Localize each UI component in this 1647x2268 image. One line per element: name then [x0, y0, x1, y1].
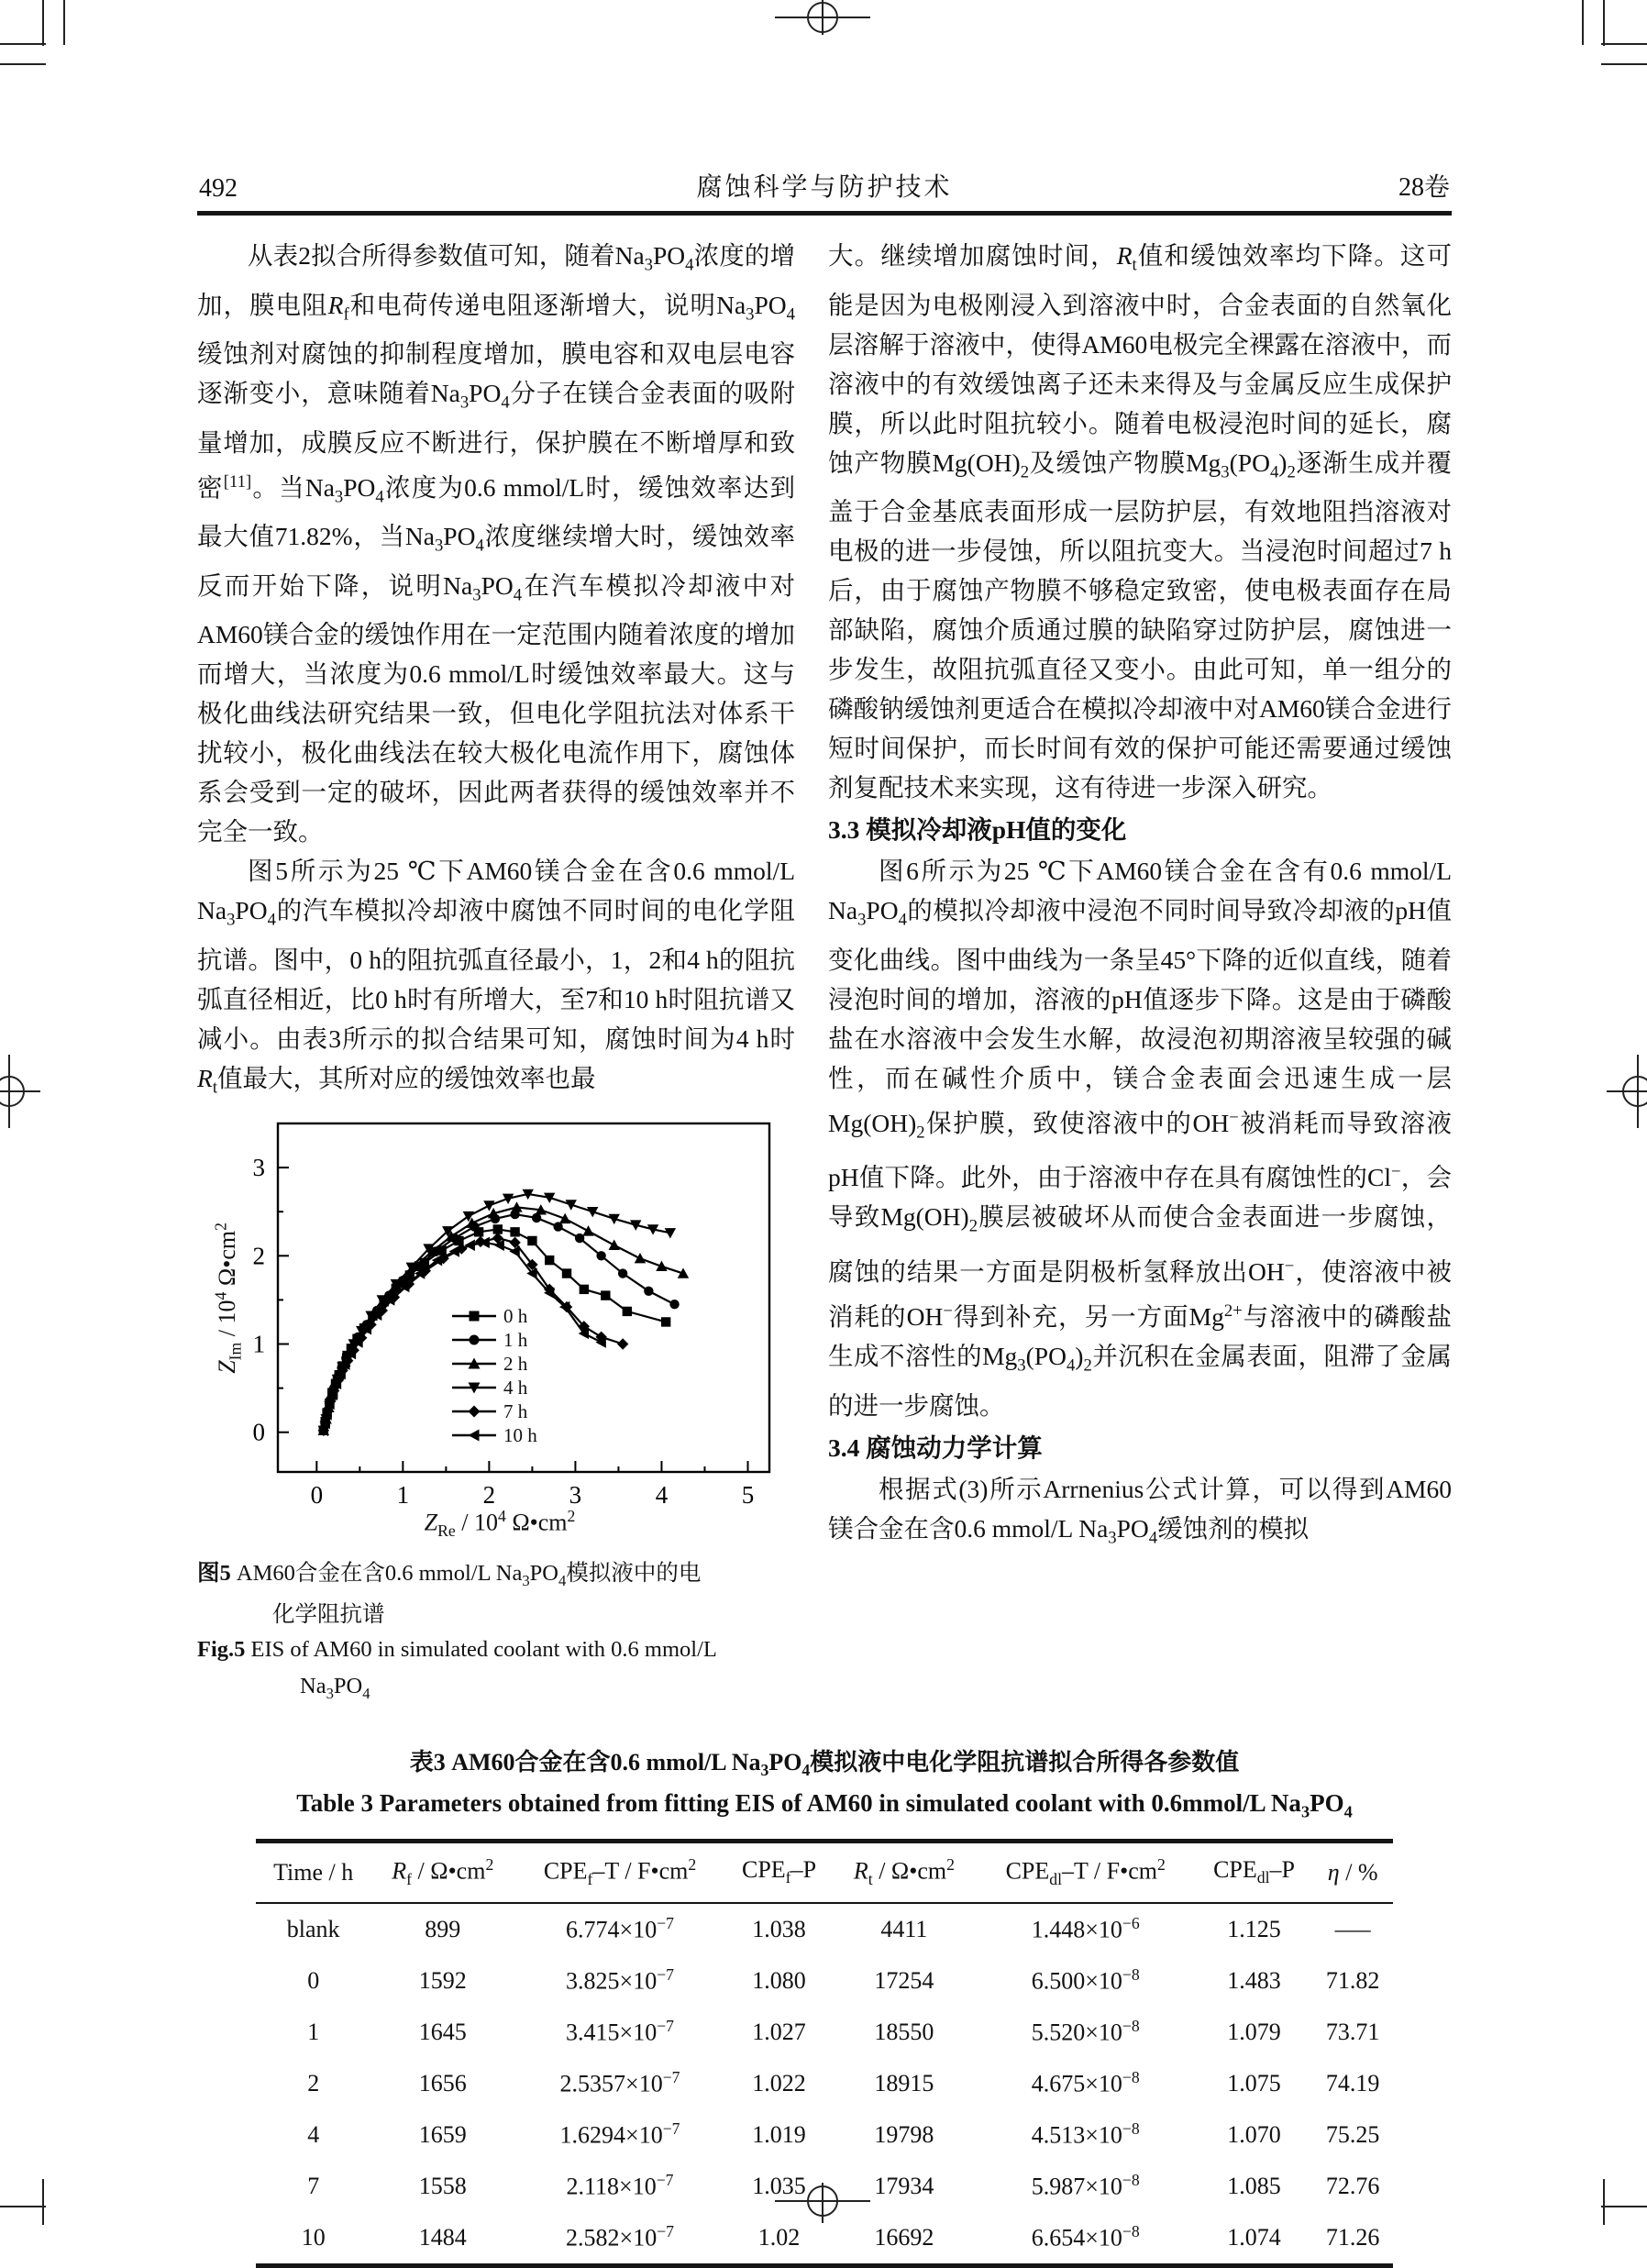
legend-item-0h [452, 1304, 537, 1328]
table-cell: 17254 [874, 1966, 934, 1994]
table-cell: 10 [301, 2223, 326, 2251]
legend-marker-diamond-icon [452, 1404, 496, 1419]
series-marker-2h [582, 1225, 593, 1235]
table-row [256, 2161, 1393, 2212]
parameters-table [256, 1839, 1393, 2268]
table-cell: 18550 [874, 2018, 934, 2045]
legend-item-4h [452, 1376, 537, 1400]
table-row [256, 2058, 1393, 2109]
x-axis-label: $Z_{Re} / 10^4$ $\Omega•cm^2$ [424, 1507, 576, 1540]
series-marker-0h [661, 1317, 670, 1326]
crop-mark-top-left [0, 63, 46, 65]
table-cell: 74.19 [1325, 2069, 1380, 2097]
y-tick-label: 2 [252, 1242, 265, 1270]
legend-marker-triangle-up-icon [452, 1356, 496, 1371]
legend-label: 2 h [503, 1352, 528, 1375]
legend-item-1h [452, 1328, 537, 1352]
table-cell: 1.074 [1227, 2223, 1281, 2251]
legend-label: 7 h [503, 1400, 528, 1422]
table-cell: 1.022 [752, 2069, 806, 2097]
table-row [256, 2109, 1393, 2161]
section-heading-3-3: 3.3 模拟冷却液pH值的变化 [828, 815, 1127, 844]
table-cell: $3.825\times 10^{-7}$ [566, 1965, 675, 1995]
series-marker-0h [601, 1291, 610, 1300]
y-axis-label: $Z_{Im} / 10^4$ $\Omega•cm^2$ [211, 1223, 245, 1374]
series-marker-0h [562, 1269, 571, 1278]
table-cell: $1.448\times 10^{-6}$ [1031, 1914, 1140, 1943]
figure-5-eis-chart [206, 1114, 793, 1547]
table-header-cell: $CPE_f-T$ / $F•cm^2$ [514, 1841, 725, 1903]
header-rule [197, 211, 1452, 216]
register-mark-mid-left [0, 1045, 44, 1137]
table-head [256, 1841, 1393, 1903]
table-cell: 1659 [418, 2120, 467, 2148]
table-cell: 4 [307, 2120, 320, 2148]
x-tick-label: 5 [741, 1481, 755, 1510]
x-tick-label: 3 [569, 1481, 582, 1510]
volume-number: 28卷 [1398, 173, 1450, 202]
section-heading-3-4: 3.4 腐蚀动力学计算 [828, 1433, 1043, 1462]
table-cell: 1.027 [752, 2018, 806, 2045]
table-cell: $2.5357\times 10^{-7}$ [559, 2068, 680, 2097]
page-header [197, 0, 1452, 209]
crop-mark-top-right [1601, 63, 1647, 65]
legend-marker-triangle-left-icon [452, 1428, 496, 1443]
table-cell: 7 [307, 2172, 320, 2199]
legend-item-10h [452, 1423, 537, 1447]
crop-mark-bottom-right [1603, 2179, 1605, 2225]
series-marker-0h [527, 1236, 536, 1245]
table-cell: 1.019 [752, 2120, 806, 2148]
paragraph: 根据式(3)所示Arrnenius公式计算，可以得到AM60镁合金在含0.6 mmol/L $Na_3PO_4$缓蚀剂的模拟 [828, 1474, 1452, 1548]
left-column [197, 236, 795, 1712]
crop-mark-top-left [42, 0, 44, 46]
x-tick-label: 1 [396, 1481, 410, 1510]
paragraph: 从表2拟合所得参数值可知，随着$Na_3PO_4$浓度的增加，膜电阻$R_f$和电荷传递电阻逐渐增大，说明$Na_3PO_4$缓蚀剂对腐蚀的抑制程度增加，膜电容和双电层电容逐渐变小，意味随着$Na_3PO_4$分子在镁合金表面的吸附量增加，成膜反应不断进行，保护膜在不断增厚和致密[11]。当$Na_3PO_4$浓度为0.6 mmol/L时，缓蚀效率达到最大值71.82%，当$Na_3PO_4$浓度继续增大时，缓蚀效率反而开始下降，说明$Na_3PO_4$在汽车模拟冷却液中对AM60镁合金的缓蚀作用在一定范围内随着浓度的增加而增大，当浓度为0.6 mmol/L时缓蚀效率最大。这与极化曲线法研究结果一致，但电化学阻抗法对体系干扰较小，极化曲线法在较大极化电流作用下，腐蚀体系会受到一定的破坏，因此两者获得的缓蚀效率并不完全一致。 [197, 241, 796, 846]
table-header-cell: $CPE_f-P$ [725, 1841, 833, 1903]
table-cell: 16692 [874, 2223, 934, 2251]
series-marker-2h [609, 1240, 620, 1250]
crop-mark-bottom-left [42, 2179, 44, 2225]
table-cell: 1.070 [1227, 2120, 1281, 2148]
table-cell: 2 [307, 2069, 320, 2097]
legend-label: 0 h [503, 1304, 528, 1327]
series-marker-1h [575, 1234, 584, 1243]
journal-title: 腐蚀科学与防护技术 [696, 173, 953, 202]
table-cell: 1.125 [1227, 1915, 1281, 1942]
series-marker-1h [618, 1269, 627, 1278]
series-marker-0h [510, 1227, 519, 1236]
paragraph: 图6所示为25 ℃下AM60镁合金在含有0.6 mmol/L $Na_3PO_4$的模拟冷却液中浸泡不同时间导致冷却液的pH值变化曲线。图中曲线为一条呈45°下降的近似直线，随着浸泡时间的增加，溶液的pH值逐步下降。这是由于磷酸盐在水溶液中会发生水解，故浸泡初期溶液呈较强的碱性，而在碱性介质中，镁合金表面会迅速生成一层$Mg(OH)_2$保护膜，致使溶液中的OH−被消耗而导致溶液pH值下降。此外，由于溶液中存在具有腐蚀性的Cl−，会导致$Mg(OH)_2$膜层被破坏从而使合金表面进一步腐蚀，腐蚀的结果一方面是阴极析氢释放出OH−，使溶液中被消耗的OH−得到补充，另一方面$Mg^{2+}$与溶液中的磷酸盐生成不溶性的$Mg_3(PO_4)_2$并沉积在金属表面，阻滞了金属的进一步腐蚀。 [828, 857, 1453, 1420]
table-cell: $1.6294\times 10^{-7}$ [559, 2119, 680, 2149]
legend-item-7h [452, 1400, 537, 1423]
table-header-row [256, 1841, 1393, 1903]
table-cell: 1.079 [1227, 2018, 1281, 2045]
legend-marker-square-icon [452, 1309, 496, 1323]
crop-mark-top-right [1582, 0, 1584, 45]
table-cell: $6.500\times 10^{-8}$ [1031, 1965, 1140, 1995]
x-tick-label: 4 [655, 1481, 669, 1510]
figure-caption [197, 1556, 795, 1712]
table-cell: 899 [425, 1915, 461, 1942]
table-cell: 1.483 [1227, 1966, 1281, 1994]
legend-marker-triangle-down-icon [452, 1380, 496, 1395]
x-tick-label: 0 [310, 1481, 324, 1510]
crop-mark-top-right [1601, 43, 1647, 45]
table-cell: 1558 [418, 2172, 467, 2199]
x-tick-label: 2 [482, 1481, 496, 1510]
table-header-cell: Time / h [256, 1841, 370, 1903]
table-body [256, 1903, 1393, 2266]
table-cell: 19798 [874, 2120, 934, 2148]
series-marker-4h [665, 1228, 676, 1238]
series-marker-7h [617, 1338, 628, 1349]
page-number: 492 [199, 174, 238, 203]
crop-mark-top-left [0, 43, 46, 45]
table-cell: $2.118\times 10^{-7}$ [566, 2171, 674, 2200]
y-tick-label: 1 [252, 1330, 265, 1358]
table-cell: $5.520\times 10^{-8}$ [1031, 2017, 1140, 2046]
body-columns [197, 236, 1452, 1712]
table-header-cell: $CPE_{dl}-P$ [1196, 1841, 1313, 1903]
table-cell: 75.25 [1325, 2120, 1380, 2148]
table-cell: 1.085 [1227, 2172, 1281, 2199]
right-column [828, 236, 1452, 1557]
table-header-cell: $R_f$ / $\Omega•cm^2$ [370, 1841, 514, 1903]
table-cell: 1645 [418, 2018, 467, 2045]
series-marker-2h [635, 1253, 646, 1263]
legend-label: 10 h [503, 1423, 537, 1446]
paragraph: 图5所示为25 ℃下AM60镁合金在含0.6 mmol/L $Na_3PO_4$的汽车模拟冷却液中腐蚀不同时间的电化学阻抗谱。图中，0 h的阻抗弧直径最小，1，2和4 h的阻抗弧直径相近，比0 h时有所增大，至7和10 h时阻抗谱又减小。由表3所示的拟合结果可知，腐蚀时间为4 h时 $R_t$值最大，其所对应的缓蚀效率也最 [197, 857, 795, 1098]
table-cell: 4411 [880, 1915, 928, 1942]
table-title-en: Table 3 Parameters obtained from fitting EIS of AM60 in simulated coolant with 0.6mmol/L $Na_3PO_4$ [296, 1789, 1353, 1821]
table-cell: ––– [1334, 1915, 1371, 1942]
table-header-cell: $R_t$ / $\Omega•cm^2$ [833, 1841, 976, 1903]
series-marker-1h [644, 1287, 653, 1296]
table-cell: 1.035 [752, 2172, 806, 2199]
table-cell: 0 [307, 1966, 320, 1994]
table-cell: $2.582\times 10^{-7}$ [566, 2222, 675, 2251]
table-cell: 1.038 [752, 1915, 806, 1942]
register-mark-mid-right [1603, 1045, 1647, 1137]
table-cell: 1484 [418, 2223, 467, 2251]
table-cell: $4.675\times 10^{-8}$ [1031, 2068, 1140, 2097]
table-cell: 72.76 [1325, 2172, 1380, 2199]
table-cell: $6.654\times 10^{-8}$ [1031, 2222, 1140, 2251]
series-marker-0h [623, 1307, 632, 1316]
table-row [256, 2212, 1393, 2266]
table-cell: 73.71 [1325, 2018, 1380, 2045]
table-cell: 71.82 [1325, 1966, 1380, 1994]
table-header-cell: $CPE_{dl}-T$ / $F•cm^2$ [976, 1841, 1196, 1903]
table-cell: $6.774\times 10^{-7}$ [566, 1914, 675, 1943]
series-marker-0h [580, 1285, 589, 1294]
figure-caption-cn-line1: 图5 AM60合金在含0.6 mmol/L $Na_3PO_4$模拟液中的电 [197, 1561, 702, 1590]
table-title-cn: 表3 AM60合金在含0.6 mmol/L $Na_3PO_4$模拟液中电化学阻抗谱拟合所得各参数值 [409, 1748, 1240, 1780]
crop-mark-bottom-right [1601, 2206, 1647, 2207]
table-cell: 71.26 [1325, 2223, 1380, 2251]
chart-legend [452, 1304, 537, 1447]
table-cell: $4.513\times 10^{-8}$ [1031, 2119, 1140, 2149]
figure-caption-en-line2: $Na_3PO_4$ [300, 1674, 370, 1702]
table-cell: 1592 [418, 1966, 467, 1994]
series-marker-0h [545, 1256, 554, 1265]
table-cell: 17934 [874, 2172, 934, 2199]
table-cell: $3.415\times 10^{-7}$ [566, 2017, 675, 2046]
table-cell: 1.075 [1227, 2069, 1281, 2097]
table-row [256, 1903, 1393, 1955]
legend-item-2h [452, 1352, 537, 1376]
legend-marker-circle-icon [452, 1333, 496, 1347]
table-cell: $5.987\times 10^{-8}$ [1031, 2171, 1140, 2200]
y-tick-label: 0 [252, 1418, 265, 1446]
table-cell: blank [286, 1915, 340, 1942]
figure-caption-cn-line2: 化学阻抗谱 [272, 1602, 385, 1628]
figure-caption-en-line1: Fig.5 EIS of AM60 in simulated coolant with 0.6 mmol/L [197, 1637, 717, 1663]
table-header-cell: η / % [1312, 1841, 1393, 1903]
crop-mark-top-left [63, 0, 65, 45]
table-cell: 18915 [874, 2069, 934, 2097]
table-row [256, 2007, 1393, 2058]
table-cell: 1 [307, 2018, 320, 2045]
series-marker-1h [596, 1251, 605, 1260]
crop-mark-bottom-left [0, 2206, 46, 2207]
series-marker-1h [669, 1300, 679, 1309]
paragraph: 大。继续增加腐蚀时间，$R_t$值和缓蚀效率均下降。这可能是因为电极刚浸入到溶液中时，合金表面的自然氧化层溶解于溶液中，使得AM60电极完全裸露在溶液中，而溶液中的有效缓蚀离子还未来得及与金属反应生成保护膜，所以此时阻抗较小。随着电极浸泡时间的延长，腐蚀产物膜$Mg(OH)_2$及缓蚀产物膜$Mg_3(PO_4)_2$逐渐生成并覆盖于合金基底表面形成一层防护层，有效地阻挡溶液对电极的进一步侵蚀，所以阻抗变大。当浸泡时间超过7 h后，由于腐蚀产物膜不够稳定致密，使电极表面存在局部缺陷，腐蚀介质通过膜的缺陷穿过防护层，腐蚀进一步发生，故阻抗弧直径又变小。由此可知，单一组分的磷酸钠缓蚀剂更适合在模拟冷却液中对AM60镁合金进行短时间保护，而长时间有效的保护可能还需要通过缓蚀剂复配技术来实现，这有待进一步深入研究。 [828, 241, 1452, 802]
legend-label: 4 h [503, 1376, 528, 1399]
crop-mark-top-right [1603, 0, 1605, 46]
table-cell: 1.02 [757, 2223, 801, 2251]
table-row [256, 1955, 1393, 2007]
table-cell: 1.080 [752, 1966, 806, 1994]
y-tick-label: 3 [252, 1154, 265, 1182]
table-cell: 1656 [418, 2069, 467, 2097]
legend-label: 1 h [503, 1328, 528, 1351]
